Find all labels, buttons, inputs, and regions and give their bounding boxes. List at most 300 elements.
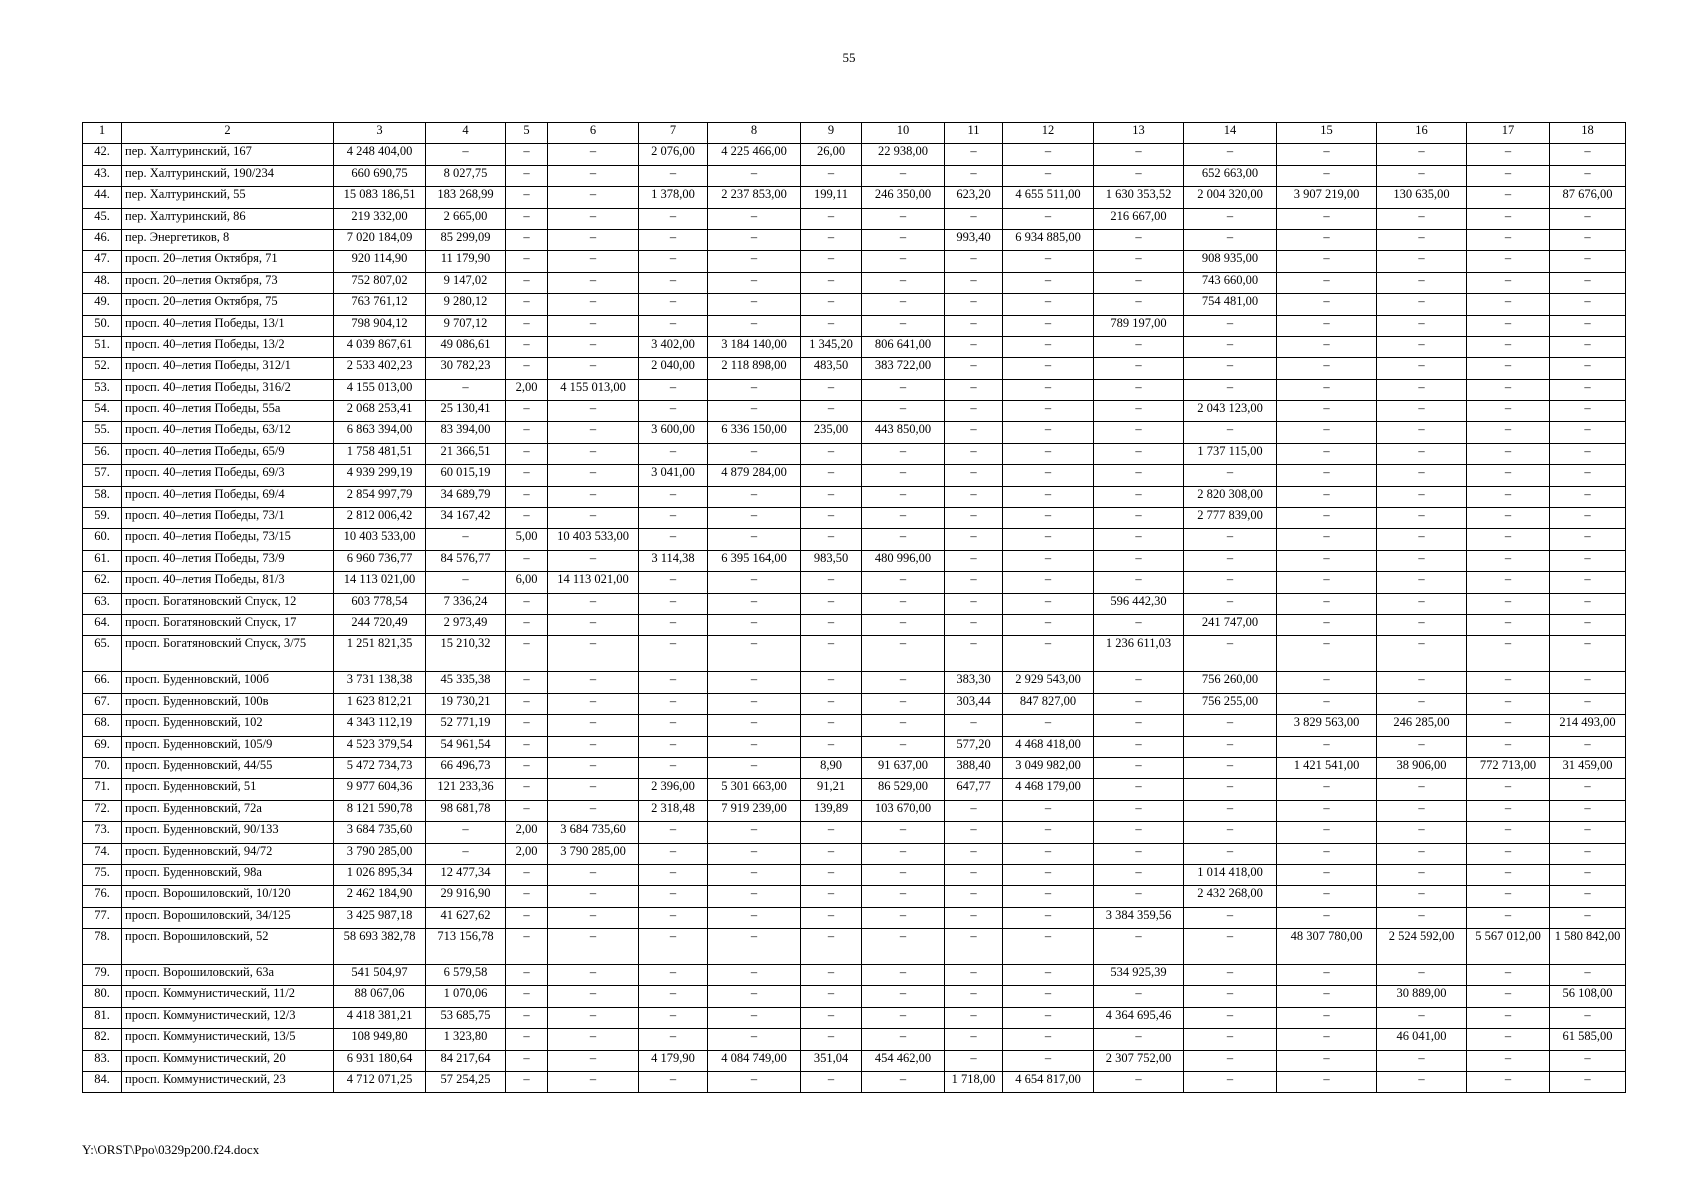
- column-header-13: 13: [1094, 123, 1184, 144]
- value-cell: 4 343 112,19: [334, 715, 426, 736]
- value-cell: –: [862, 294, 945, 315]
- value-cell: 2 973,49: [426, 614, 506, 635]
- value-cell: 34 167,42: [426, 508, 506, 529]
- value-cell: –: [1550, 144, 1626, 165]
- value-cell: –: [1094, 486, 1184, 507]
- value-cell: –: [1550, 272, 1626, 293]
- row-number-cell: 47.: [83, 251, 122, 272]
- value-cell: –: [548, 144, 639, 165]
- value-cell: –: [548, 693, 639, 714]
- value-cell: 443 850,00: [862, 422, 945, 443]
- value-cell: –: [1184, 229, 1277, 250]
- value-cell: 30 889,00: [1377, 986, 1467, 1007]
- value-cell: –: [639, 757, 708, 778]
- value-cell: 7 336,24: [426, 593, 506, 614]
- value-cell: –: [1550, 550, 1626, 571]
- value-cell: –: [548, 294, 639, 315]
- value-cell: –: [801, 636, 862, 672]
- value-cell: –: [945, 165, 1003, 186]
- value-cell: –: [548, 165, 639, 186]
- value-cell: –: [801, 965, 862, 986]
- value-cell: –: [1277, 672, 1377, 693]
- value-cell: –: [1184, 907, 1277, 928]
- value-cell: –: [708, 929, 801, 965]
- value-cell: –: [708, 486, 801, 507]
- value-cell: –: [1467, 965, 1550, 986]
- value-cell: 388,40: [945, 757, 1003, 778]
- table-body: [83, 144, 1626, 1093]
- value-cell: –: [1003, 986, 1094, 1007]
- value-cell: –: [1467, 465, 1550, 486]
- row-number-cell: 81.: [83, 1007, 122, 1028]
- value-cell: 1 758 481,51: [334, 443, 426, 464]
- value-cell: –: [1184, 822, 1277, 843]
- value-cell: 763 761,12: [334, 294, 426, 315]
- column-header-17: 17: [1467, 123, 1550, 144]
- table-row: [83, 593, 1626, 614]
- value-cell: –: [1377, 443, 1467, 464]
- value-cell: –: [862, 486, 945, 507]
- value-cell: –: [1377, 401, 1467, 422]
- value-cell: –: [862, 401, 945, 422]
- value-cell: –: [639, 508, 708, 529]
- value-cell: 2 929 543,00: [1003, 672, 1094, 693]
- value-cell: –: [1003, 715, 1094, 736]
- value-cell: –: [639, 843, 708, 864]
- value-cell: –: [708, 272, 801, 293]
- table-row: [83, 550, 1626, 571]
- value-cell: –: [1377, 907, 1467, 928]
- value-cell: –: [1003, 907, 1094, 928]
- value-cell: –: [639, 486, 708, 507]
- value-cell: –: [1550, 1007, 1626, 1028]
- table-row: [83, 757, 1626, 778]
- value-cell: –: [708, 886, 801, 907]
- value-cell: –: [506, 965, 548, 986]
- value-cell: –: [548, 272, 639, 293]
- value-cell: –: [1184, 315, 1277, 336]
- value-cell: 534 925,39: [1094, 965, 1184, 986]
- value-cell: –: [1377, 550, 1467, 571]
- value-cell: 2 004 320,00: [1184, 187, 1277, 208]
- value-cell: 2 777 839,00: [1184, 508, 1277, 529]
- table-row: [83, 294, 1626, 315]
- value-cell: –: [1003, 486, 1094, 507]
- value-cell: 10 403 533,00: [334, 529, 426, 550]
- value-cell: –: [639, 965, 708, 986]
- value-cell: –: [1467, 693, 1550, 714]
- value-cell: –: [506, 1007, 548, 1028]
- value-cell: 2 396,00: [639, 779, 708, 800]
- value-cell: –: [1184, 736, 1277, 757]
- value-cell: –: [639, 636, 708, 672]
- value-cell: –: [1550, 572, 1626, 593]
- value-cell: 15 210,32: [426, 636, 506, 672]
- value-cell: –: [801, 229, 862, 250]
- value-cell: –: [1003, 508, 1094, 529]
- address-cell: просп. 40–летия Победы, 73/9: [122, 550, 334, 571]
- value-cell: –: [862, 965, 945, 986]
- row-number-cell: 49.: [83, 294, 122, 315]
- value-cell: –: [945, 550, 1003, 571]
- value-cell: –: [1277, 144, 1377, 165]
- value-cell: –: [1003, 1007, 1094, 1028]
- value-cell: 5 472 734,73: [334, 757, 426, 778]
- column-header-2: 2: [122, 123, 334, 144]
- row-number-cell: 79.: [83, 965, 122, 986]
- value-cell: 2 432 268,00: [1184, 886, 1277, 907]
- value-cell: –: [801, 486, 862, 507]
- value-cell: 2 665,00: [426, 208, 506, 229]
- value-cell: –: [801, 593, 862, 614]
- value-cell: –: [862, 165, 945, 186]
- value-cell: –: [945, 465, 1003, 486]
- value-cell: –: [1550, 294, 1626, 315]
- value-cell: 480 996,00: [862, 550, 945, 571]
- value-cell: –: [506, 715, 548, 736]
- value-cell: –: [862, 986, 945, 1007]
- address-cell: пер. Халтуринский, 167: [122, 144, 334, 165]
- value-cell: 2 307 752,00: [1094, 1050, 1184, 1071]
- value-cell: –: [945, 272, 1003, 293]
- value-cell: –: [1003, 251, 1094, 272]
- value-cell: 9 280,12: [426, 294, 506, 315]
- table-row: [83, 1072, 1626, 1093]
- value-cell: 130 635,00: [1377, 187, 1467, 208]
- value-cell: –: [1550, 843, 1626, 864]
- value-cell: –: [945, 800, 1003, 821]
- value-cell: –: [1550, 636, 1626, 672]
- value-cell: –: [1467, 886, 1550, 907]
- value-cell: –: [862, 886, 945, 907]
- value-cell: 9 147,02: [426, 272, 506, 293]
- address-cell: просп. 20–летия Октября, 73: [122, 272, 334, 293]
- value-cell: –: [1277, 886, 1377, 907]
- value-cell: –: [1550, 965, 1626, 986]
- value-cell: –: [1467, 529, 1550, 550]
- value-cell: 1 014 418,00: [1184, 864, 1277, 885]
- table-row: [83, 1007, 1626, 1028]
- value-cell: –: [506, 272, 548, 293]
- value-cell: –: [708, 165, 801, 186]
- value-cell: 303,44: [945, 693, 1003, 714]
- value-cell: –: [1277, 1050, 1377, 1071]
- value-cell: –: [548, 187, 639, 208]
- address-cell: просп. 40–летия Победы, 81/3: [122, 572, 334, 593]
- value-cell: –: [639, 1029, 708, 1050]
- value-cell: –: [945, 986, 1003, 1007]
- value-cell: –: [1550, 315, 1626, 336]
- value-cell: –: [1094, 736, 1184, 757]
- value-cell: –: [506, 165, 548, 186]
- value-cell: –: [1003, 165, 1094, 186]
- value-cell: –: [1277, 864, 1377, 885]
- value-cell: –: [639, 886, 708, 907]
- value-cell: –: [801, 1007, 862, 1028]
- value-cell: –: [1184, 757, 1277, 778]
- value-cell: –: [1184, 144, 1277, 165]
- value-cell: –: [1467, 422, 1550, 443]
- value-cell: –: [1550, 443, 1626, 464]
- address-cell: просп. 40–летия Победы, 316/2: [122, 379, 334, 400]
- value-cell: 6 934 885,00: [1003, 229, 1094, 250]
- value-cell: –: [945, 822, 1003, 843]
- value-cell: –: [1550, 779, 1626, 800]
- value-cell: –: [1377, 379, 1467, 400]
- value-cell: 219 332,00: [334, 208, 426, 229]
- address-cell: пер. Энергетиков, 8: [122, 229, 334, 250]
- value-cell: –: [639, 379, 708, 400]
- value-cell: –: [945, 294, 1003, 315]
- table-row: [83, 508, 1626, 529]
- value-cell: –: [548, 986, 639, 1007]
- row-number-cell: 72.: [83, 800, 122, 821]
- value-cell: 88 067,06: [334, 986, 426, 1007]
- value-cell: 103 670,00: [862, 800, 945, 821]
- value-cell: 49 086,61: [426, 336, 506, 357]
- value-cell: 1 737 115,00: [1184, 443, 1277, 464]
- value-cell: –: [1467, 336, 1550, 357]
- value-cell: 216 667,00: [1094, 208, 1184, 229]
- value-cell: –: [708, 672, 801, 693]
- value-cell: –: [548, 736, 639, 757]
- value-cell: 3 790 285,00: [548, 843, 639, 864]
- value-cell: –: [506, 614, 548, 635]
- value-cell: –: [548, 508, 639, 529]
- value-cell: –: [862, 693, 945, 714]
- value-cell: –: [639, 208, 708, 229]
- value-cell: –: [548, 443, 639, 464]
- value-cell: –: [862, 208, 945, 229]
- value-cell: –: [639, 1007, 708, 1028]
- value-cell: –: [1277, 165, 1377, 186]
- value-cell: –: [506, 208, 548, 229]
- value-cell: –: [1277, 843, 1377, 864]
- value-cell: 2,00: [506, 379, 548, 400]
- column-header-18: 18: [1550, 123, 1626, 144]
- value-cell: –: [1003, 272, 1094, 293]
- value-cell: 6 960 736,77: [334, 550, 426, 571]
- value-cell: –: [548, 550, 639, 571]
- table-row: [83, 336, 1626, 357]
- value-cell: 6 863 394,00: [334, 422, 426, 443]
- value-cell: –: [1094, 272, 1184, 293]
- value-cell: –: [1184, 379, 1277, 400]
- value-cell: –: [801, 886, 862, 907]
- value-cell: –: [506, 1029, 548, 1050]
- table-row: [83, 251, 1626, 272]
- value-cell: –: [548, 315, 639, 336]
- value-cell: 3 384 359,56: [1094, 907, 1184, 928]
- value-cell: 4 879 284,00: [708, 465, 801, 486]
- value-cell: –: [639, 907, 708, 928]
- value-cell: –: [945, 1007, 1003, 1028]
- value-cell: –: [1277, 465, 1377, 486]
- column-header-12: 12: [1003, 123, 1094, 144]
- value-cell: –: [1277, 294, 1377, 315]
- value-cell: 647,77: [945, 779, 1003, 800]
- row-number-cell: 63.: [83, 593, 122, 614]
- address-cell: просп. Буденновский, 72а: [122, 800, 334, 821]
- table-row: [83, 229, 1626, 250]
- value-cell: –: [426, 379, 506, 400]
- value-cell: –: [1003, 144, 1094, 165]
- table-header-row: [83, 123, 1626, 144]
- value-cell: 83 394,00: [426, 422, 506, 443]
- value-cell: 84 576,77: [426, 550, 506, 571]
- value-cell: –: [548, 422, 639, 443]
- value-cell: 86 529,00: [862, 779, 945, 800]
- value-cell: –: [1277, 272, 1377, 293]
- value-cell: –: [1003, 336, 1094, 357]
- value-cell: 199,11: [801, 187, 862, 208]
- value-cell: –: [1467, 822, 1550, 843]
- address-cell: просп. Коммунистический, 12/3: [122, 1007, 334, 1028]
- value-cell: –: [862, 843, 945, 864]
- value-cell: –: [639, 672, 708, 693]
- value-cell: –: [639, 1072, 708, 1093]
- value-cell: –: [1550, 864, 1626, 885]
- value-cell: –: [1377, 886, 1467, 907]
- value-cell: –: [639, 593, 708, 614]
- value-cell: –: [1377, 1072, 1467, 1093]
- value-cell: –: [801, 672, 862, 693]
- value-cell: –: [1377, 208, 1467, 229]
- address-cell: просп. Ворошиловский, 63а: [122, 965, 334, 986]
- row-number-cell: 46.: [83, 229, 122, 250]
- value-cell: –: [639, 864, 708, 885]
- value-cell: –: [506, 800, 548, 821]
- address-cell: просп. Ворошиловский, 34/125: [122, 907, 334, 928]
- value-cell: –: [1277, 208, 1377, 229]
- value-cell: –: [862, 593, 945, 614]
- value-cell: –: [708, 986, 801, 1007]
- value-cell: 46 041,00: [1377, 1029, 1467, 1050]
- value-cell: –: [801, 251, 862, 272]
- value-cell: –: [426, 572, 506, 593]
- value-cell: –: [1550, 822, 1626, 843]
- column-header-3: 3: [334, 123, 426, 144]
- value-cell: 5 567 012,00: [1467, 929, 1550, 965]
- table-row: [83, 443, 1626, 464]
- row-number-cell: 44.: [83, 187, 122, 208]
- value-cell: –: [639, 715, 708, 736]
- value-cell: 577,20: [945, 736, 1003, 757]
- value-cell: 52 771,19: [426, 715, 506, 736]
- value-cell: –: [548, 636, 639, 672]
- value-cell: –: [1094, 572, 1184, 593]
- value-cell: 623,20: [945, 187, 1003, 208]
- value-cell: 1 345,20: [801, 336, 862, 357]
- value-cell: –: [1377, 593, 1467, 614]
- value-cell: –: [1377, 336, 1467, 357]
- value-cell: –: [801, 315, 862, 336]
- value-cell: –: [1184, 1072, 1277, 1093]
- value-cell: –: [862, 1029, 945, 1050]
- row-number-cell: 77.: [83, 907, 122, 928]
- table-row: [83, 907, 1626, 928]
- value-cell: –: [1550, 465, 1626, 486]
- value-cell: –: [1184, 1029, 1277, 1050]
- value-cell: –: [708, 715, 801, 736]
- table-row: [83, 1029, 1626, 1050]
- value-cell: –: [801, 614, 862, 635]
- value-cell: 4 364 695,46: [1094, 1007, 1184, 1028]
- row-number-cell: 55.: [83, 422, 122, 443]
- value-cell: 30 782,23: [426, 358, 506, 379]
- value-cell: 108 949,80: [334, 1029, 426, 1050]
- value-cell: –: [506, 187, 548, 208]
- value-cell: –: [708, 636, 801, 672]
- value-cell: 1 630 353,52: [1094, 187, 1184, 208]
- table-row: [83, 465, 1626, 486]
- value-cell: 5,00: [506, 529, 548, 550]
- value-cell: 3 049 982,00: [1003, 757, 1094, 778]
- value-cell: –: [1003, 529, 1094, 550]
- value-cell: –: [506, 401, 548, 422]
- value-cell: 2 524 592,00: [1377, 929, 1467, 965]
- value-cell: –: [1003, 614, 1094, 635]
- value-cell: –: [945, 208, 1003, 229]
- value-cell: 2 118 898,00: [708, 358, 801, 379]
- value-cell: –: [506, 672, 548, 693]
- value-cell: –: [1277, 251, 1377, 272]
- address-cell: просп. Богатяновский Спуск, 3/75: [122, 636, 334, 672]
- value-cell: –: [548, 1072, 639, 1093]
- value-cell: –: [1377, 165, 1467, 186]
- value-cell: 8 121 590,78: [334, 800, 426, 821]
- value-cell: –: [1184, 593, 1277, 614]
- address-cell: просп. 40–летия Победы, 13/2: [122, 336, 334, 357]
- value-cell: –: [506, 315, 548, 336]
- value-cell: –: [1184, 843, 1277, 864]
- value-cell: –: [1184, 715, 1277, 736]
- value-cell: –: [1377, 822, 1467, 843]
- value-cell: –: [1277, 315, 1377, 336]
- value-cell: –: [1377, 229, 1467, 250]
- value-cell: –: [1550, 886, 1626, 907]
- column-header-8: 8: [708, 123, 801, 144]
- value-cell: 1 623 812,21: [334, 693, 426, 714]
- value-cell: 752 807,02: [334, 272, 426, 293]
- row-number-cell: 45.: [83, 208, 122, 229]
- value-cell: –: [862, 465, 945, 486]
- value-cell: –: [639, 443, 708, 464]
- value-cell: 26,00: [801, 144, 862, 165]
- value-cell: –: [1377, 636, 1467, 672]
- page-number: 55: [842, 50, 856, 65]
- value-cell: –: [801, 379, 862, 400]
- value-cell: –: [1184, 572, 1277, 593]
- value-cell: –: [1277, 379, 1377, 400]
- value-cell: –: [1094, 529, 1184, 550]
- value-cell: –: [1550, 907, 1626, 928]
- value-cell: –: [708, 508, 801, 529]
- value-cell: –: [1467, 251, 1550, 272]
- value-cell: 1 378,00: [639, 187, 708, 208]
- address-cell: просп. 40–летия Победы, 73/15: [122, 529, 334, 550]
- value-cell: –: [708, 757, 801, 778]
- value-cell: –: [945, 422, 1003, 443]
- value-cell: –: [426, 822, 506, 843]
- row-number-cell: 75.: [83, 864, 122, 885]
- value-cell: 3 790 285,00: [334, 843, 426, 864]
- value-cell: –: [862, 443, 945, 464]
- value-cell: 4 655 511,00: [1003, 187, 1094, 208]
- value-cell: –: [548, 800, 639, 821]
- value-cell: 4 712 071,25: [334, 1072, 426, 1093]
- value-cell: –: [1467, 779, 1550, 800]
